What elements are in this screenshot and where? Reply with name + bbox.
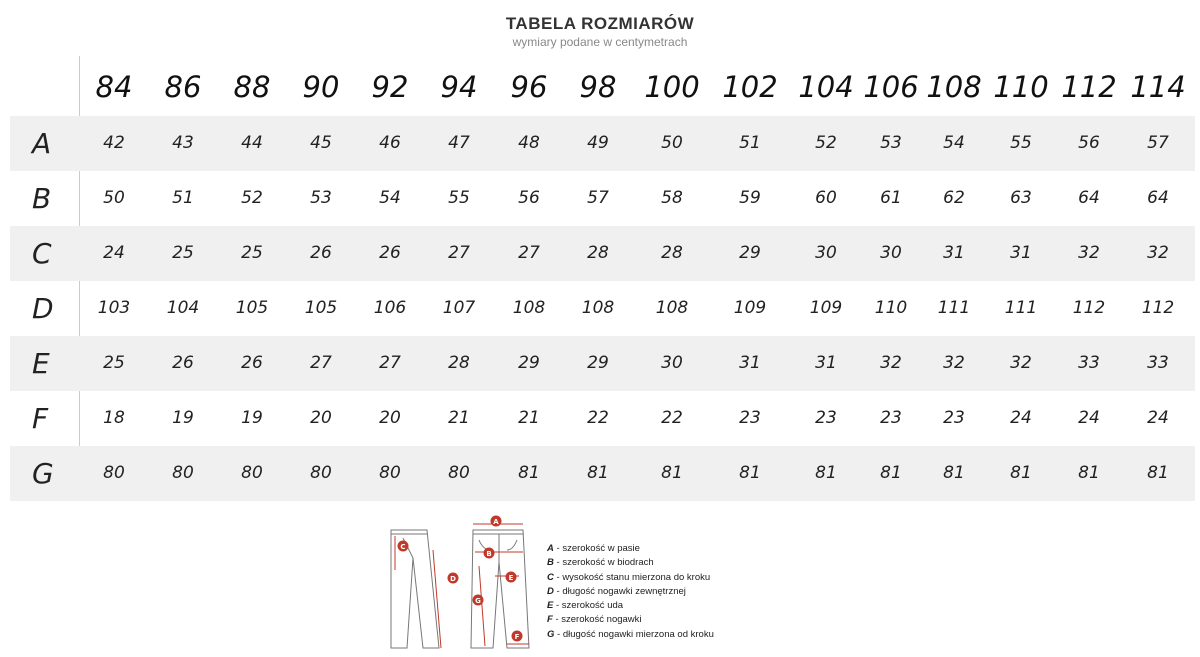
table-cell: 108 — [581, 298, 615, 318]
legend-letter: A — [547, 543, 554, 554]
table-cell: 31 — [739, 353, 761, 373]
table-cell: 105 — [304, 298, 338, 318]
table-cell: 81 — [587, 463, 609, 483]
page-subtitle: wymiary podane w centymetrach — [512, 35, 688, 49]
table-cell: 81 — [518, 463, 540, 483]
diagram-marker-a — [491, 516, 502, 527]
table-cell: 80 — [241, 463, 263, 483]
table-cell: 26 — [172, 353, 194, 373]
measure-line-g — [479, 566, 485, 646]
table-cell: 23 — [880, 408, 902, 428]
row-label: E — [32, 347, 50, 380]
table-cell: 32 — [1078, 243, 1100, 263]
table-row — [10, 116, 1195, 171]
table-cell: 110 — [874, 298, 908, 318]
table-cell: 62 — [943, 188, 965, 208]
table-cell: 81 — [1078, 463, 1100, 483]
table-cell: 109 — [809, 298, 843, 318]
trousers-diagram — [383, 510, 543, 655]
size-header-cell: 84 — [95, 70, 133, 104]
table-cell: 81 — [943, 463, 965, 483]
measurement-legend — [547, 542, 714, 642]
legend-item — [547, 542, 714, 556]
table-cell: 44 — [241, 133, 263, 153]
table-cell: 50 — [661, 133, 683, 153]
table-cell: 25 — [172, 243, 194, 263]
legend-text: - szerokość nogawki — [552, 614, 642, 626]
table-cell: 53 — [310, 188, 332, 208]
table-cell: 50 — [103, 188, 125, 208]
table-cell: 27 — [379, 353, 401, 373]
table-cell: 32 — [1147, 243, 1169, 263]
legend-item — [547, 599, 714, 613]
size-header-cell: 100 — [644, 70, 700, 104]
table-cell: 80 — [379, 463, 401, 483]
table-cell: 103 — [97, 298, 131, 318]
table-cell: 81 — [880, 463, 902, 483]
table-cell: 20 — [310, 408, 332, 428]
svg-text:F: F — [514, 633, 520, 641]
legend-text: - długość nogawki mierzona od kroku — [554, 628, 714, 640]
legend-text: - szerokość uda — [553, 600, 624, 612]
table-cell: 24 — [1010, 408, 1032, 428]
table-cell: 19 — [172, 408, 194, 428]
table-row — [10, 281, 1195, 336]
table-cell: 81 — [1147, 463, 1169, 483]
legend-letter: F — [547, 614, 553, 626]
legend-item — [547, 628, 714, 642]
table-cell: 108 — [512, 298, 546, 318]
table-cell: 106 — [373, 298, 407, 318]
table-cell: 29 — [518, 353, 540, 373]
table-cell: 112 — [1072, 298, 1106, 318]
table-cell: 30 — [880, 243, 902, 263]
table-cell: 107 — [442, 298, 476, 318]
table-cell: 112 — [1141, 298, 1175, 318]
svg-text:A: A — [493, 518, 499, 526]
legend-item — [547, 556, 714, 570]
legend-item — [547, 585, 714, 599]
legend-letter: D — [547, 585, 554, 597]
table-cell: 81 — [1010, 463, 1032, 483]
table-cell: 21 — [448, 408, 470, 428]
table-row — [10, 446, 1195, 501]
table-cell: 32 — [880, 353, 902, 373]
size-header-cell: 102 — [722, 70, 778, 104]
table-cell: 24 — [1078, 408, 1100, 428]
table-cell: 111 — [937, 298, 971, 318]
legend-text: - szerokość w pasie — [553, 543, 640, 554]
svg-text:E: E — [508, 574, 514, 582]
table-cell: 28 — [448, 353, 470, 373]
table-cell: 49 — [587, 133, 609, 153]
size-header-cell: 86 — [164, 70, 202, 104]
table-cell: 52 — [815, 133, 837, 153]
legend-letter: E — [547, 600, 554, 612]
table-cell: 81 — [815, 463, 837, 483]
diagram-marker-d — [448, 573, 459, 584]
legend-letter: G — [547, 628, 555, 640]
table-cell: 20 — [379, 408, 401, 428]
table-cell: 27 — [448, 243, 470, 263]
size-header-cell: 96 — [510, 70, 548, 104]
diagram-marker-b — [484, 548, 495, 559]
table-cell: 26 — [310, 243, 332, 263]
table-cell: 23 — [815, 408, 837, 428]
table-cell: 61 — [880, 188, 902, 208]
legend-text: - wysokość stanu mierzona do kroku — [553, 571, 711, 583]
size-header-row — [80, 60, 1200, 115]
table-cell: 53 — [880, 133, 902, 153]
table-cell: 18 — [103, 408, 125, 428]
table-cell: 19 — [241, 408, 263, 428]
table-cell: 56 — [1078, 133, 1100, 153]
legend-letter: C — [547, 571, 554, 583]
table-cell: 111 — [1004, 298, 1038, 318]
table-cell: 51 — [739, 133, 761, 153]
size-header-cell: 94 — [440, 70, 478, 104]
table-cell: 30 — [661, 353, 683, 373]
diagram-marker-f — [512, 631, 523, 642]
table-cell: 32 — [943, 353, 965, 373]
size-header-cell: 104 — [798, 70, 854, 104]
svg-text:B: B — [486, 550, 492, 558]
svg-text:C: C — [400, 543, 406, 551]
svg-text:G: G — [475, 597, 481, 605]
table-cell: 46 — [379, 133, 401, 153]
table-cell: 42 — [103, 133, 125, 153]
table-cell: 57 — [587, 188, 609, 208]
table-cell: 26 — [379, 243, 401, 263]
size-header-cell: 108 — [926, 70, 982, 104]
table-cell: 25 — [241, 243, 263, 263]
table-cell: 59 — [739, 188, 761, 208]
table-cell: 23 — [739, 408, 761, 428]
size-header-cell: 106 — [863, 70, 919, 104]
table-cell: 105 — [235, 298, 269, 318]
size-header-cell: 90 — [302, 70, 340, 104]
table-cell: 80 — [448, 463, 470, 483]
size-header-cell: 110 — [993, 70, 1049, 104]
table-cell: 108 — [655, 298, 689, 318]
table-cell: 27 — [310, 353, 332, 373]
table-cell: 54 — [943, 133, 965, 153]
table-cell: 28 — [661, 243, 683, 263]
table-cell: 29 — [739, 243, 761, 263]
table-cell: 55 — [1010, 133, 1032, 153]
diagram-marker-e — [506, 572, 517, 583]
diagram-marker-g — [473, 595, 484, 606]
table-cell: 26 — [241, 353, 263, 373]
table-cell: 81 — [661, 463, 683, 483]
table-cell: 24 — [103, 243, 125, 263]
table-cell: 22 — [661, 408, 683, 428]
table-cell: 33 — [1078, 353, 1100, 373]
table-cell: 32 — [1010, 353, 1032, 373]
table-row — [10, 226, 1195, 281]
size-header-cell: 88 — [233, 70, 271, 104]
row-label: D — [32, 292, 54, 325]
table-cell: 51 — [172, 188, 194, 208]
table-cell: 60 — [815, 188, 837, 208]
row-label: A — [32, 127, 52, 160]
table-cell: 52 — [241, 188, 263, 208]
table-row — [10, 171, 1195, 226]
table-cell: 55 — [448, 188, 470, 208]
table-cell: 23 — [943, 408, 965, 428]
row-label: F — [32, 402, 49, 435]
table-cell: 25 — [103, 353, 125, 373]
table-row — [10, 336, 1195, 391]
row-label: B — [32, 182, 52, 215]
page-title: TABELA ROZMIARÓW — [505, 14, 695, 33]
table-cell: 45 — [310, 133, 332, 153]
table-cell: 64 — [1078, 188, 1100, 208]
table-cell: 48 — [518, 133, 540, 153]
table-cell: 64 — [1147, 188, 1169, 208]
table-cell: 30 — [815, 243, 837, 263]
table-cell: 43 — [172, 133, 194, 153]
table-cell: 47 — [448, 133, 470, 153]
table-cell: 24 — [1147, 408, 1169, 428]
trousers-front-outline — [471, 530, 529, 648]
table-cell: 31 — [1010, 243, 1032, 263]
trousers-front-pocket-right — [507, 540, 517, 550]
table-cell: 33 — [1147, 353, 1169, 373]
legend-item — [547, 571, 714, 585]
table-row — [10, 391, 1195, 446]
table-cell: 54 — [379, 188, 401, 208]
table-cell: 80 — [103, 463, 125, 483]
size-header-cell: 112 — [1061, 70, 1117, 104]
table-cell: 80 — [310, 463, 332, 483]
size-header-cell: 98 — [579, 70, 617, 104]
table-cell: 80 — [172, 463, 194, 483]
legend-letter: B — [547, 557, 554, 569]
diagram-marker-c — [398, 541, 409, 552]
table-cell: 58 — [661, 188, 683, 208]
table-cell: 22 — [587, 408, 609, 428]
size-header-cell: 92 — [371, 70, 409, 104]
row-label: G — [32, 457, 54, 490]
table-cell: 31 — [815, 353, 837, 373]
table-cell: 81 — [739, 463, 761, 483]
row-label: C — [32, 237, 52, 270]
table-cell: 63 — [1010, 188, 1032, 208]
table-cell: 56 — [518, 188, 540, 208]
table-cell: 31 — [943, 243, 965, 263]
table-cell: 57 — [1147, 133, 1169, 153]
table-cell: 104 — [166, 298, 200, 318]
legend-item — [547, 613, 714, 627]
table-cell: 109 — [733, 298, 767, 318]
table-cell: 29 — [587, 353, 609, 373]
table-cell: 28 — [587, 243, 609, 263]
legend-text: - szerokość w biodrach — [553, 557, 654, 569]
svg-text:D: D — [450, 575, 456, 583]
legend-text: - długość nogawki zewnętrznej — [553, 585, 686, 597]
size-header-cell: 114 — [1130, 70, 1186, 104]
table-cell: 27 — [518, 243, 540, 263]
table-cell: 21 — [518, 408, 540, 428]
